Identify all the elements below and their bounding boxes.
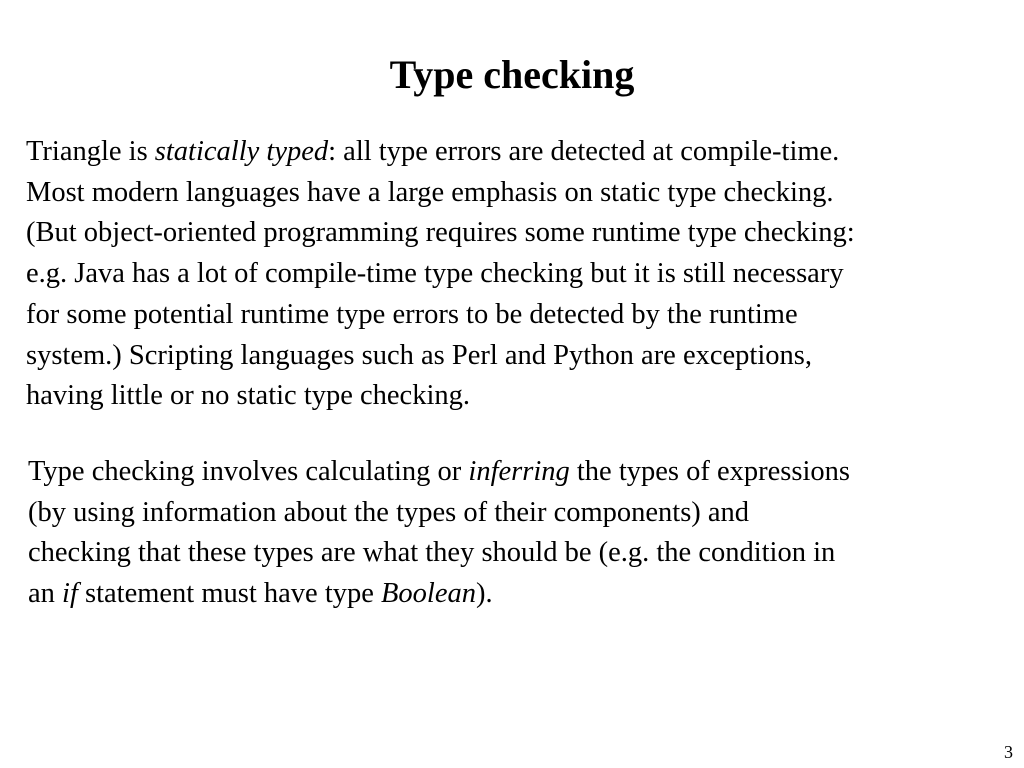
text-run: an bbox=[28, 578, 63, 610]
text-run: ). bbox=[476, 578, 493, 610]
text-run: for some potential runtime type errors to be detected by the runtime bbox=[26, 298, 798, 330]
text-line bbox=[28, 452, 1023, 493]
text-line bbox=[26, 295, 1021, 336]
emphasis-term: Boolean bbox=[381, 578, 476, 610]
text-line bbox=[26, 376, 1021, 417]
text-run: Most modern languages have a large emphasis on static type checking. bbox=[26, 176, 834, 208]
text-line bbox=[28, 493, 1023, 534]
page-number: 3 bbox=[1004, 742, 1013, 762]
text-line bbox=[28, 574, 1023, 615]
text-line bbox=[26, 213, 1021, 254]
text-run: having little or no static type checking. bbox=[26, 380, 471, 412]
paragraph-static-typing bbox=[26, 132, 1021, 417]
text-run: (by using information about the types of their components) and bbox=[28, 496, 750, 528]
text-run: Type checking involves calculating or bbox=[28, 456, 469, 487]
text-line bbox=[26, 254, 1021, 295]
paragraph-type-inference bbox=[28, 452, 1023, 615]
text-run: Triangle is bbox=[26, 136, 155, 167]
text-line bbox=[26, 132, 1021, 173]
text-run: : all type errors are detected at compile-time. bbox=[328, 136, 840, 167]
text-line bbox=[26, 173, 1021, 214]
text-run: (But object-oriented programming requires some runtime type checking: bbox=[26, 217, 855, 249]
text-line bbox=[28, 533, 1023, 574]
text-run: e.g. Java has a lot of compile-time type checking but it is still necessary bbox=[26, 258, 844, 290]
text-run: checking that these types are what they should be (e.g. the condition in bbox=[28, 537, 836, 569]
emphasis-term: inferring bbox=[468, 456, 570, 487]
text-run: system.) Scripting languages such as Perl and Python are exceptions, bbox=[26, 339, 812, 371]
slide-title: Type checking bbox=[389, 52, 635, 97]
emphasis-term: statically typed bbox=[154, 136, 329, 167]
text-run: the types of expressions bbox=[569, 456, 850, 487]
emphasis-term: if bbox=[62, 578, 78, 610]
text-line bbox=[26, 336, 1021, 377]
text-run: statement must have type bbox=[77, 578, 382, 610]
